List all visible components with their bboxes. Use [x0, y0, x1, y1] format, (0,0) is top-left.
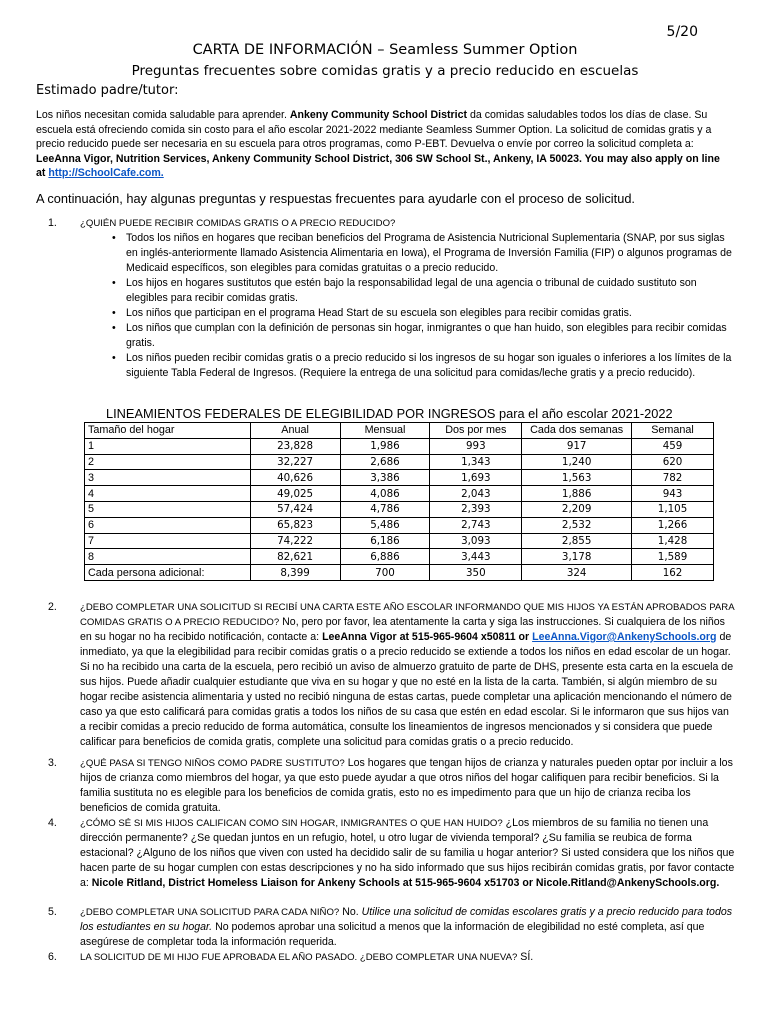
income-cell: 1,343: [430, 454, 522, 470]
column-header: Anual: [250, 423, 340, 439]
income-cell: 49,025: [250, 486, 340, 502]
income-cell: 2,743: [430, 517, 522, 533]
income-cell: 459: [632, 438, 714, 454]
income-cell: 324: [522, 565, 632, 581]
contact-info: LeeAnna Vigor at 515-965-9604 x50811 or: [322, 631, 533, 643]
faq-number: 3.: [48, 757, 57, 769]
faq-number: 4.: [48, 817, 57, 829]
faq-answer: No, pero por favor, lea atentamente la carta y siga las instrucciones. Si cualquiera de los niños en su hogar no ha recibido notificación, contacte a:: [80, 616, 725, 643]
faq-answer-emphasis: Utilice una solicitud de comidas escolares gratis y a precio reducido para todos los estudiantes en su hogar.: [80, 906, 733, 933]
table-row: [85, 549, 714, 565]
faq-number: 1.: [48, 217, 57, 229]
household-size-cell: 2: [85, 454, 251, 470]
column-header: Tamaño del hogar: [85, 423, 251, 439]
income-cell: 8,399: [250, 565, 340, 581]
income-cell: 1,428: [632, 533, 714, 549]
column-header: Mensual: [340, 423, 430, 439]
income-cell: 917: [522, 438, 632, 454]
table-row: [85, 470, 714, 486]
income-cell: 6,886: [340, 549, 430, 565]
list-item: • Los hijos en hogares sustitutos que estén bajo la responsabilidad legal de una agencia o tribunal de cuidado sustituto son elegibles para recibir comidas gratis.: [126, 276, 736, 306]
income-cell: 1,105: [632, 501, 714, 517]
column-header: Cada dos semanas: [522, 423, 632, 439]
page-number: 5/20: [666, 24, 698, 40]
income-cell: 3,178: [522, 549, 632, 565]
income-cell: 1,266: [632, 517, 714, 533]
list-item: • Todos los niños en hogares que reciban beneficios del Programa de Asistencia Nutricional Suplementaria (SNAP, por sus siglas en inglés-anteriormente llamado Asistencia Alimentaria en Iowa), el Programa de Inversión Familia (FIP) o algunos programas de Medicaid específicos, son elegibles para comidas gratuitas o a precio reducido.: [126, 231, 736, 276]
faq-question: ¿DEBO COMPLETAR UNA SOLICITUD SI RECIBÍ UNA CARTA ESTE AÑO ESCOLAR INFORMANDO QUE MIS HIJOS YA ESTÁN APROBADOS PARA COMIDAS GRATIS O A PRECIO REDUCIDO?: [80, 602, 735, 628]
faq-number: 5.: [48, 906, 57, 918]
household-size-cell: 3: [85, 470, 251, 486]
faq-answer: ¿Los miembros de su familia no tienen una dirección permanente? ¿Se quedan juntos en un refugio, hotel, u otro lugar de vivienda temporal? ¿Su familia se reubica de forma estacional? ¿Alguno de los niños que viven con usted ha decidido salir de su familia u hogar anterior? Si usted considera que los niños que hacen parte de su hogar cumplen con estas descripciones y no ha sido informado que sus hijos recibirán comidas gratis, por favor contacte a:: [80, 817, 735, 889]
household-size-cell: 7: [85, 533, 251, 549]
faq-answer: SÍ.: [517, 951, 534, 963]
income-cell: 82,621: [250, 549, 340, 565]
faq-item-3: [48, 756, 736, 816]
income-cell: 74,222: [250, 533, 340, 549]
faq-answer: No.: [339, 906, 362, 918]
faq-item-6: [48, 950, 736, 965]
income-cell: 620: [632, 454, 714, 470]
income-cell: 2,686: [340, 454, 430, 470]
intro-paragraph: [36, 108, 728, 181]
faq-answer-continued: de inmediato, ya que la elegibilidad para recibir comidas gratis o a precio reducido se extiende a todos los niños en edad escolar de un hogar. Si no ha recibido una carta de la escuela, pero recibió un aviso de almuerzo gratuito de parte de DHS, presente esta carta en la escuela de sus hijos. Puede añadir cualquier estudiante que viva en su hogar y que no esté en la lista de la carta. También, si algún miembro de su hogar recibe asistencia alimentaria y usted no recibió ninguna de estas cartas, puede completar una aplicación mencionando el número de caso ya que esto calificará para comidas gratis a todos los niños de su casa que estén en edad escolar. Si le informaron que sus hijos van a recibir comidas a precio reducido de forma automática, consulte los lineamientos de ingresos mencionados y si considera que puede calificar para beneficios de comida gratis, complete una solicitud para comidas gratis o a precio reducido.: [80, 631, 734, 748]
document-subtitle: Preguntas frecuentes sobre comidas gratis y a precio reducido en escuelas: [131, 63, 639, 79]
income-cell: 700: [340, 565, 430, 581]
column-header: Dos por mes: [430, 423, 522, 439]
faq-item-4: [48, 816, 736, 891]
income-cell: 2,043: [430, 486, 522, 502]
document-title: CARTA DE INFORMACIÓN – Seamless Summer Option: [192, 42, 578, 58]
income-cell: 4,786: [340, 501, 430, 517]
faq-item-5: [48, 905, 736, 950]
table-row: [85, 486, 714, 502]
income-table-body: [85, 438, 714, 580]
income-cell: 1,693: [430, 470, 522, 486]
income-cell: 2,209: [522, 501, 632, 517]
income-cell: 4,086: [340, 486, 430, 502]
mailing-contact: LeeAnna Vigor, Nutrition Services, Ankeny Community School District, 306 SW School St., Ankeny, IA 50023. You may also apply on line at: [36, 152, 720, 180]
faq-question: ¿QUIÉN PUEDE RECIBIR COMIDAS GRATIS O A PRECIO REDUCIDO?: [80, 218, 396, 229]
household-size-cell: 4: [85, 486, 251, 502]
faq-question: LA SOLICITUD DE MI HIJO FUE APROBADA EL AÑO PASADO. ¿DEBO COMPLETAR UNA NUEVA?: [80, 952, 518, 963]
column-header: Semanal: [632, 423, 714, 439]
list-item: • Los niños pueden recibir comidas gratis o a precio reducido si los ingresos de su hogar son iguales o inferiores a los límites de la siguiente Tabla Federal de Ingresos. (Requiere la entrega de una solicitud para comidas/leche gratis y a precio reducido).: [126, 351, 736, 381]
faq-answer: Los hogares que tengan hijos de crianza y naturales pueden optar por incluir a los hijos de crianza como miembros del hogar, ya que esto puede ayudar a que otros niños del hogar califiquen para recibir beneficios. Si la familia sustituta no es elegible para los beneficios de comida gratis, esto no es impedimento para que un hijo de crianza reciba los beneficios de comida gratuita.: [80, 757, 733, 814]
list-item: • Los niños que participan en el programa Head Start de su escuela son elegibles para recibir comidas gratis.: [126, 306, 736, 321]
email-link[interactable]: LeeAnna.Vigor@AnkenySchools.org: [532, 631, 717, 643]
faq-question: ¿QUÉ PASA SI TENGO NIÑOS COMO PADRE SUSTITUTO?: [80, 758, 345, 769]
intro-text-2: da comidas saludables todos los días de clase. Su escuela está ofreciendo comida sin costo para el año escolar 2021-2022 mediante Seamless Summer Option. La solicitud de comidas gratis y a precio reducido puede ser necesaria en su escuela para otros programas, como P-EBT. Devuelva o envíe por correo la solicitud completa a:: [36, 109, 712, 151]
income-cell: 1,563: [522, 470, 632, 486]
contact-info: Nicole Ritland, District Homeless Liaison for Ankeny Schools at 515-965-9604 x51703 or Nicole.Ritland@AnkenySchools.org.: [91, 877, 720, 889]
intro-text-1: Los niños necesitan comida saludable para aprender.: [36, 109, 290, 121]
income-cell: 943: [632, 486, 714, 502]
district-name: Ankeny Community School District: [289, 109, 468, 121]
household-size-cell: 8: [85, 549, 251, 565]
income-cell: 2,855: [522, 533, 632, 549]
income-cell: 5,486: [340, 517, 430, 533]
income-cell: 6,186: [340, 533, 430, 549]
faq-question: ¿DEBO COMPLETAR UNA SOLICITUD PARA CADA NIÑO?: [80, 907, 340, 918]
household-size-cell: 5: [85, 501, 251, 517]
schoolcafe-link[interactable]: http://SchoolCafe.com.: [48, 167, 164, 180]
faq-item-2: [48, 600, 736, 750]
income-cell: 782: [632, 470, 714, 486]
faq-answer-continued: No podemos aprobar una solicitud a menos que la información de elegibilidad no esté completa, así que asegúrese de completar toda la información requerida.: [80, 921, 705, 948]
table-row: [85, 454, 714, 470]
income-cell: 32,227: [250, 454, 340, 470]
faq-number: 6.: [48, 951, 57, 963]
income-cell: 3,443: [430, 549, 522, 565]
faq-item-1: [48, 216, 736, 381]
faq-lead: A continuación, hay algunas preguntas y respuestas frecuentes para ayudarle con el proceso de solicitud.: [36, 191, 635, 206]
income-cell: 23,828: [250, 438, 340, 454]
income-cell: 1,240: [522, 454, 632, 470]
income-cell: 1,589: [632, 549, 714, 565]
income-table-title: LINEAMIENTOS FEDERALES DE ELEGIBILIDAD POR INGRESOS para el año escolar 2021-2022: [106, 406, 673, 421]
income-cell: 40,626: [250, 470, 340, 486]
table-row: [85, 517, 714, 533]
income-cell: 57,424: [250, 501, 340, 517]
income-cell: 162: [632, 565, 714, 581]
income-cell: 350: [430, 565, 522, 581]
income-cell: 3,386: [340, 470, 430, 486]
income-cell: 2,393: [430, 501, 522, 517]
eligibility-bullets: [80, 231, 736, 381]
table-header-row: [85, 423, 714, 439]
greeting: Estimado padre/tutor:: [36, 83, 179, 98]
household-size-cell: 1: [85, 438, 251, 454]
income-cell: 1,886: [522, 486, 632, 502]
table-row: [85, 533, 714, 549]
income-cell: 1,986: [340, 438, 430, 454]
table-row: [85, 565, 714, 581]
table-row: [85, 501, 714, 517]
faq-number: 2.: [48, 601, 57, 613]
income-cell: 3,093: [430, 533, 522, 549]
household-size-cell: Cada persona adicional:: [85, 565, 251, 581]
income-cell: 2,532: [522, 517, 632, 533]
income-guidelines-table: [84, 422, 714, 581]
faq-question: ¿CÓMO SÉ SI MIS HIJOS CALIFICAN COMO SIN HOGAR, INMIGRANTES O QUE HAN HUIDO?: [80, 818, 503, 829]
household-size-cell: 6: [85, 517, 251, 533]
income-cell: 65,823: [250, 517, 340, 533]
list-item: • Los niños que cumplan con la definición de personas sin hogar, inmigrantes o que han huido, son elegibles para recibir comidas gratis.: [126, 321, 736, 351]
income-cell: 993: [430, 438, 522, 454]
table-row: [85, 438, 714, 454]
